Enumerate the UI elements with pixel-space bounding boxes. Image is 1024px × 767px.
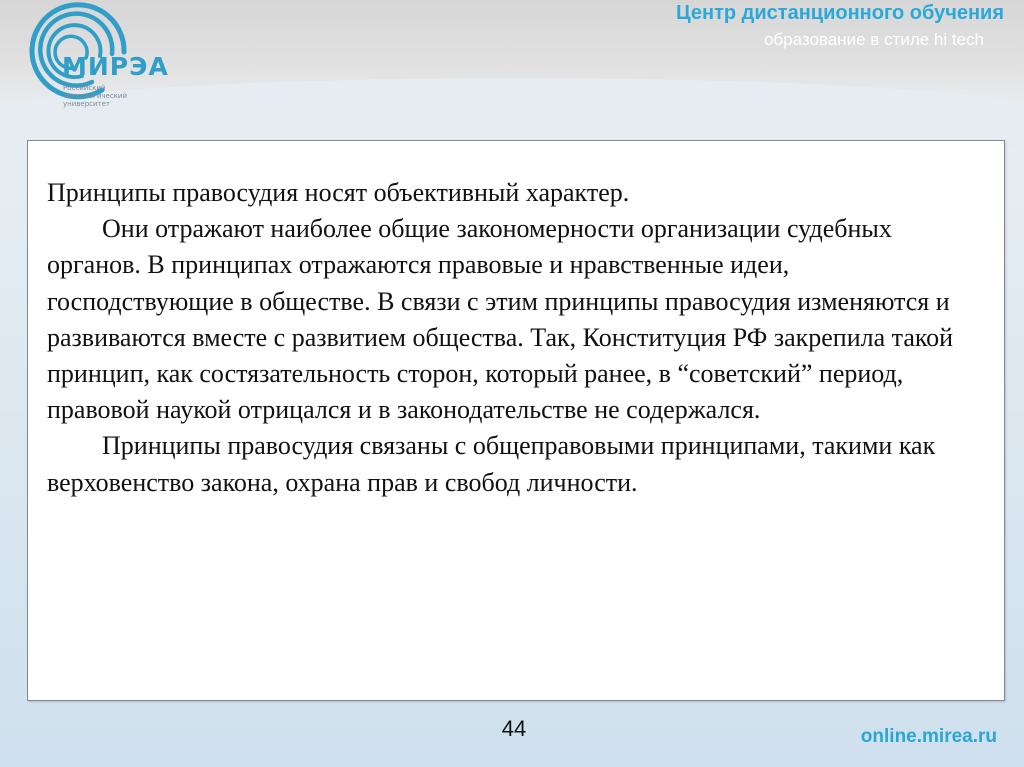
logo-subtitle: Российский технологический университет: [63, 84, 127, 108]
paragraph-3: Принципы правосудия связаны с общеправовыми принципами, такими как верховенство закона, охрана прав и свобод личности.: [47, 431, 936, 497]
site-url: online.mirea.ru: [860, 726, 997, 747]
logo-wordmark: МИРЭА: [62, 52, 169, 81]
center-subtitle: образование в стиле hi tech: [763, 30, 984, 49]
paragraph-2: Они отражают наиболее общие закономерности организации судебных органов. В принципах отражаются правовые и нравственные идеи, господствующие в обществе. В связи с этим принципы правосудия изменяются и развиваются вместе с развитием общества. Так, Конституция РФ закрепила такой принцип, как состязательность сторон, который ранее, в “советский” период, правовой наукой отрицался и в законодательстве не содержался.: [47, 214, 954, 425]
mirea-logo: [6, 2, 206, 120]
paragraph-1: Принципы правосудия носят объективный характер.: [47, 178, 630, 207]
page-number: 44: [501, 716, 527, 741]
center-title: Центр дистанционного обучения: [676, 2, 1004, 24]
slide-body-text: [47, 175, 982, 501]
